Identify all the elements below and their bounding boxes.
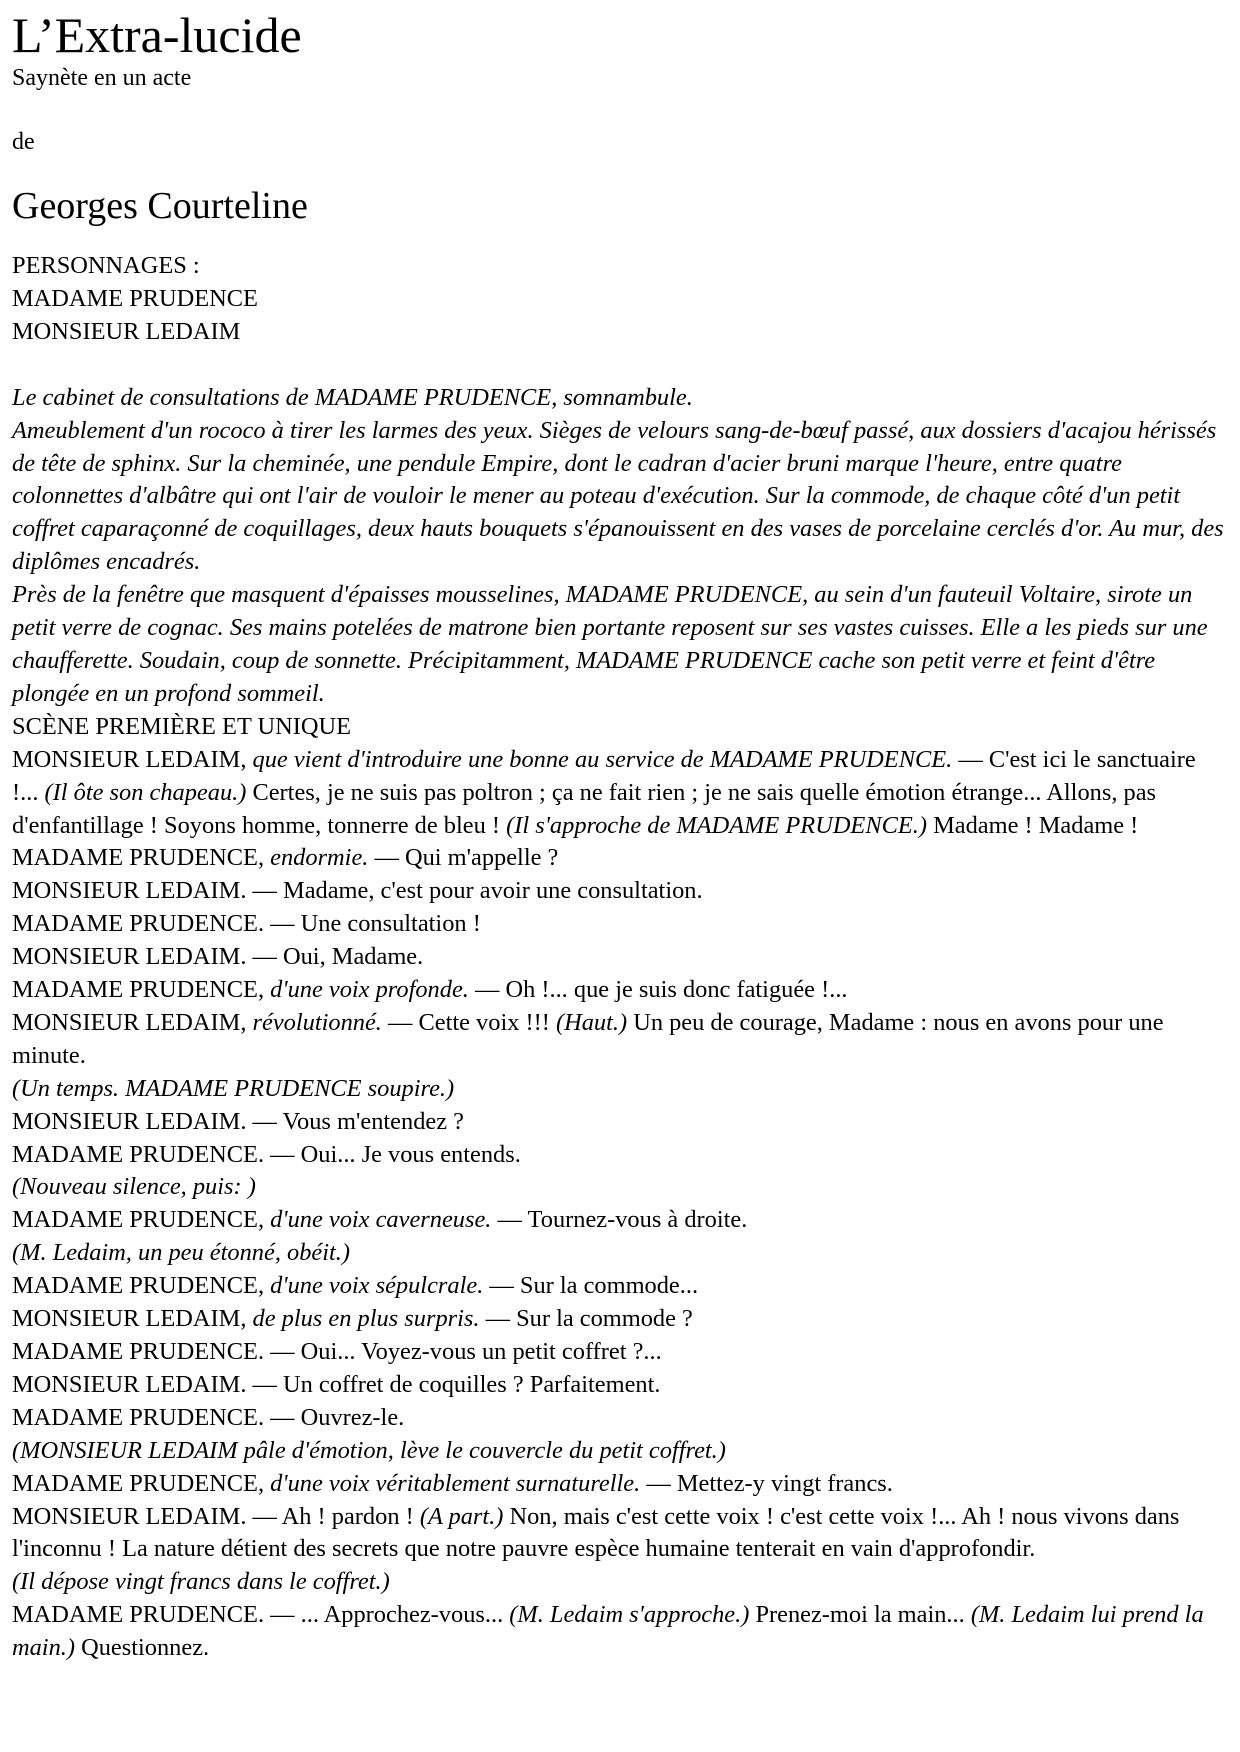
stage-direction: d'une voix sépulcrale. [270,1272,484,1300]
speech-text: Certes, je ne suis pas poltron ; ça ne fait rien ; je ne sais quelle émotion étrange... Allons, pas d'enfantillage ! Soyons homme, tonnerre de bleu ! [12,778,1157,839]
dialogue [12,744,1228,1665]
stage-direction: (Haut.) [555,1008,628,1036]
speech-text: MONSIEUR LEDAIM, [12,1008,253,1036]
play-title: L’Extra-lucide [12,7,302,63]
speech-text: MADAME PRUDENCE, [12,1272,271,1300]
dialogue-line [12,1336,1228,1369]
speech-text: MONSIEUR LEDAIM. — Vous m'entendez ? [12,1107,464,1135]
speech-text: MADAME PRUDENCE, [12,976,271,1004]
setting-paragraph: Près de la fenêtre que masquent d'épaisses mousselines, MADAME PRUDENCE, au sein d'un fauteuil Voltaire, sirote un petit verre de cognac. Ses mains potelées de matrone bien portante reposent sur ses vastes cuisses. Elle a les pieds sur une chaufferette. Soudain, coup de sonnette. Précipitamment, MADAME PRUDENCE cache son petit verre et feint d'être plongée en un profond sommeil. [12,581,1208,707]
stage-direction: (Nouveau silence, puis: ) [12,1173,256,1201]
speech-text: — Sur la commode... [483,1272,699,1300]
dialogue-line [12,875,1228,908]
dialogue-line [12,1501,1228,1567]
dialogue-line [12,908,1228,941]
speech-text: — Cette voix !!! [381,1008,556,1036]
stage-direction: (Il dépose vingt francs dans le coffret.) [12,1568,390,1596]
stage-direction: (M. Ledaim lui prend la main.) [12,1601,1204,1662]
characters-list [12,250,1228,349]
dialogue-line [12,941,1228,974]
speech-text: MADAME PRUDENCE, [12,844,271,872]
author-name: Georges Courteline [12,185,308,227]
dialogue-line [12,1369,1228,1402]
dialogue-line [12,1468,1228,1501]
character-item: MADAME PRUDENCE [12,284,258,312]
setting-paragraph: Le cabinet de consultations de MADAME PRUDENCE, somnambule. [12,383,693,411]
dialogue-line [12,1204,1228,1237]
stage-direction: (M. Ledaim s'approche.) [509,1601,750,1629]
speech-text: Prenez-moi la main... [749,1601,971,1629]
stage-direction: (MONSIEUR LEDAIM pâle d'émotion, lève le couvercle du petit coffret.) [12,1436,726,1464]
dialogue-line [12,1171,1228,1204]
byline: de [12,129,35,155]
speech-text: MONSIEUR LEDAIM, [12,1305,253,1333]
stage-direction: d'une voix caverneuse. [270,1206,492,1234]
speech-text: Questionnez. [75,1634,210,1662]
characters-heading: PERSONNAGES : [12,252,200,279]
stage-direction: endormie. [270,844,369,872]
dialogue-line [12,1073,1228,1106]
stage-direction: (Il ôte son chapeau.) [44,778,247,806]
dialogue-line [12,1106,1228,1139]
dialogue-line [12,1435,1228,1468]
speech-text: MONSIEUR LEDAIM. — Ah ! pardon ! [12,1502,420,1530]
speech-text: — Tournez-vous à droite. [491,1206,748,1234]
dialogue-line [12,1139,1228,1172]
speech-text: MONSIEUR LEDAIM. — Un coffret de coquilles ? Parfaitement. [12,1370,661,1398]
speech-text: MADAME PRUDENCE, [12,1469,271,1497]
stage-direction: révolutionné. [252,1008,382,1036]
play-subtitle: Saynète en un acte [12,65,192,91]
stage-direction: d'une voix véritablement surnaturelle. [270,1469,641,1497]
dialogue-line [12,1402,1228,1435]
speech-text: MONSIEUR LEDAIM. — Madame, c'est pour avoir une consultation. [12,877,703,905]
setting-paragraph: Ameublement d'un rococo à tirer les larmes des yeux. Sièges de velours sang-de-bœuf passé, aux dossiers d'acajou hérissés de tête de sphinx. Sur la cheminée, une pendule Empire, dont le cadran d'acier bruni marque l'heure, entre quatre colonnettes d'albâtre qui ont l'air de vouloir le mener au poteau d'exécution. Sur la commode, de chaque côté d'un petit coffret caparaçonné de coquillages, deux hauts bouquets s'épanouissent en des vases de porcelaine cerclés d'or. Au mur, des diplômes encadrés. [12,416,1224,576]
dialogue-line [12,974,1228,1007]
speech-text: — Sur la commode ? [479,1305,693,1333]
speech-text: Non, mais c'est cette voix ! c'est cette voix !... Ah ! nous vivons dans l'inconnu ! La nature détient des secrets que notre pauvre espèce humaine tenterait en vain d'approfondir. [12,1502,1180,1563]
speech-text: MADAME PRUDENCE. — Une consultation ! [12,910,481,938]
speech-text: Madame ! Madame ! [927,811,1139,839]
stage-direction: (M. Ledaim, un peu étonné, obéit.) [12,1239,351,1267]
dialogue-line [12,1566,1228,1599]
speech-text: MADAME PRUDENCE, [12,1206,271,1234]
speech-text: MONSIEUR LEDAIM, [12,745,253,773]
dialogue-line [12,1303,1228,1336]
stage-direction: (A part.) [419,1502,504,1530]
speech-text: MONSIEUR LEDAIM. — Oui, Madame. [12,943,424,971]
stage-direction: d'une voix profonde. [270,976,469,1004]
dialogue-line [12,1599,1228,1665]
speech-text: MADAME PRUDENCE. — Oui... Voyez-vous un petit coffret ?... [12,1338,662,1365]
stage-direction: (Un temps. MADAME PRUDENCE soupire.) [12,1074,455,1102]
stage-directions [12,382,1228,1665]
speech-text: — Mettez-y vingt francs. [640,1469,893,1497]
dialogue-line [12,842,1228,875]
speech-text: MADAME PRUDENCE. — ... Approchez-vous... [12,1601,510,1629]
speech-text: Un peu de courage, Madame : nous en avons pour une minute. [12,1008,1164,1069]
stage-direction: que vient d'introduire une bonne au service de MADAME PRUDENCE. [252,745,953,773]
speech-text: MADAME PRUDENCE. — Ouvrez-le. [12,1403,405,1431]
speech-text: — Qui m'appelle ? [368,844,559,872]
speech-text: MADAME PRUDENCE. — Oui... Je vous entends. [12,1140,521,1168]
speech-text: — Oh !... que je suis donc fatiguée !... [468,976,848,1004]
stage-direction: (Il s'approche de MADAME PRUDENCE.) [506,811,927,839]
dialogue-line [12,1237,1228,1270]
speech-text: — C'est ici le sanctuaire !... [12,745,1196,806]
scene-heading: SCÈNE PREMIÈRE ET UNIQUE [12,712,351,740]
dialogue-line [12,744,1228,843]
character-item: MONSIEUR LEDAIM [12,317,241,345]
stage-direction: de plus en plus surpris. [252,1305,480,1333]
dialogue-line [12,1270,1228,1303]
dialogue-line [12,1007,1228,1073]
